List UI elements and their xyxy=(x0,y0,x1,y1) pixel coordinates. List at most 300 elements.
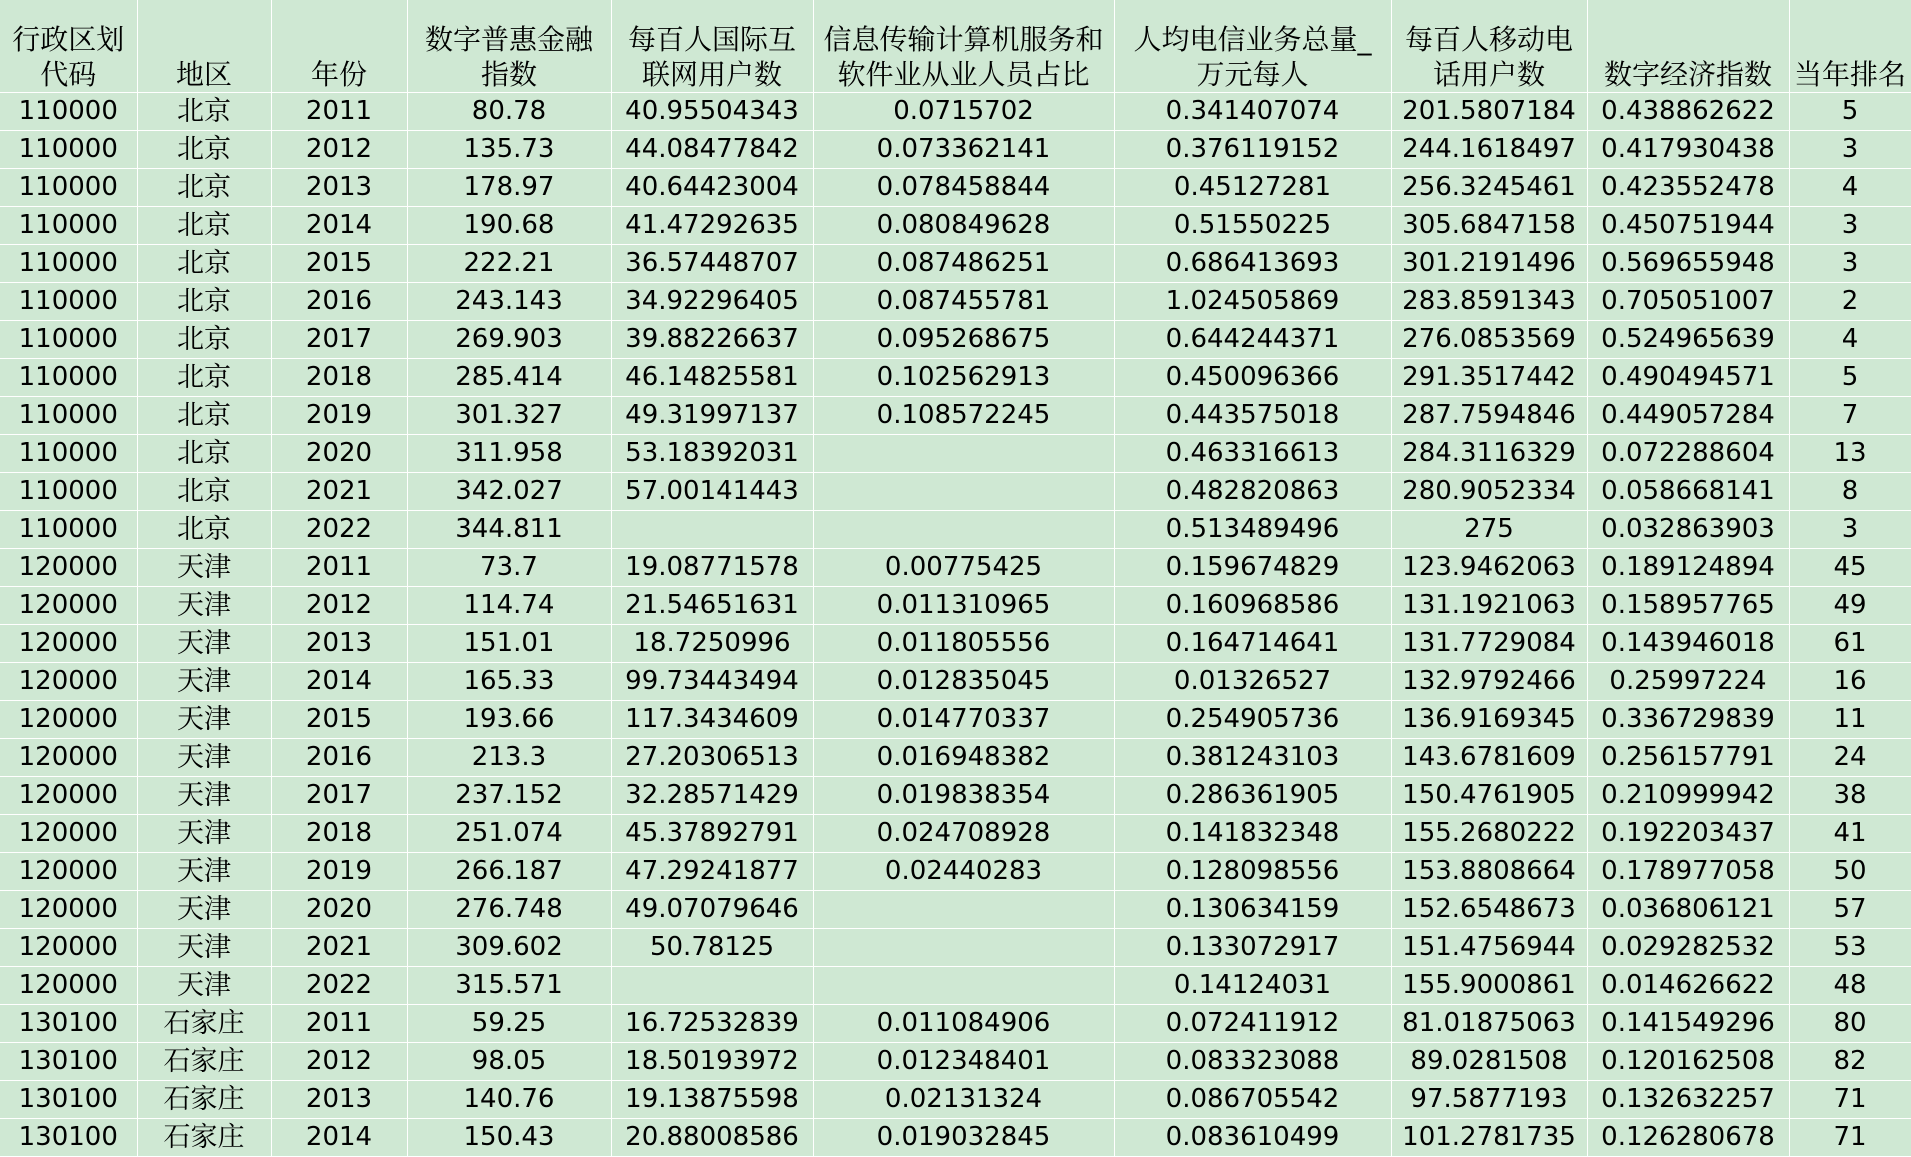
table-cell[interactable]: 北京 xyxy=(137,397,271,435)
table-cell[interactable]: 110000 xyxy=(0,321,137,359)
table-cell[interactable]: 38 xyxy=(1789,777,1911,815)
table-cell[interactable]: 0.02440283 xyxy=(813,853,1114,891)
table-row xyxy=(0,549,1911,587)
table-cell[interactable]: 120000 xyxy=(0,701,137,739)
table-cell[interactable]: 0.164714641 xyxy=(1114,625,1391,663)
table-cell[interactable]: 40.64423004 xyxy=(611,169,813,207)
table-cell[interactable]: 天津 xyxy=(137,663,271,701)
table-cell[interactable]: 155.9000861 xyxy=(1391,967,1587,1005)
table-cell[interactable]: 北京 xyxy=(137,473,271,511)
column-header-text: 话用户数 xyxy=(1432,58,1545,91)
column-header-1[interactable] xyxy=(137,0,271,93)
table-cell[interactable]: 16.72532839 xyxy=(611,1005,813,1043)
table-cell[interactable]: 4 xyxy=(1789,169,1911,207)
table-cell[interactable]: 48 xyxy=(1789,967,1911,1005)
table-cell[interactable]: 0.132632257 xyxy=(1587,1081,1789,1119)
table-cell[interactable] xyxy=(813,967,1114,1005)
table-cell[interactable]: 天津 xyxy=(137,625,271,663)
table-cell[interactable]: 天津 xyxy=(137,853,271,891)
table-cell[interactable]: 0.644244371 xyxy=(1114,321,1391,359)
table-cell[interactable]: 2021 xyxy=(271,473,407,511)
table-cell[interactable]: 44.08477842 xyxy=(611,131,813,169)
table-cell[interactable]: 280.9052334 xyxy=(1391,473,1587,511)
table-cell[interactable]: 2011 xyxy=(271,549,407,587)
table-cell[interactable]: 0.159674829 xyxy=(1114,549,1391,587)
table-cell[interactable]: 2014 xyxy=(271,207,407,245)
table-cell[interactable]: 201.5807184 xyxy=(1391,93,1587,131)
table-cell[interactable]: 0.705051007 xyxy=(1587,283,1789,321)
table-cell[interactable]: 0.011310965 xyxy=(813,587,1114,625)
table-cell[interactable]: 130100 xyxy=(0,1043,137,1081)
table-cell[interactable]: 135.73 xyxy=(407,131,611,169)
table-cell[interactable]: 291.3517442 xyxy=(1391,359,1587,397)
table-cell[interactable]: 266.187 xyxy=(407,853,611,891)
table-cell[interactable]: 110000 xyxy=(0,131,137,169)
column-header-text: 联网用户数 xyxy=(641,58,782,91)
table-cell[interactable]: 0.286361905 xyxy=(1114,777,1391,815)
table-cell[interactable]: 256.3245461 xyxy=(1391,169,1587,207)
table-cell[interactable]: 27.20306513 xyxy=(611,739,813,777)
table-cell[interactable]: 110000 xyxy=(0,473,137,511)
table-cell[interactable]: 0.178977058 xyxy=(1587,853,1789,891)
table-cell[interactable]: 0.083610499 xyxy=(1114,1119,1391,1157)
table-cell[interactable]: 0.080849628 xyxy=(813,207,1114,245)
table-cell[interactable]: 天津 xyxy=(137,701,271,739)
table-cell[interactable]: 0.02131324 xyxy=(813,1081,1114,1119)
table-cell[interactable]: 石家庄 xyxy=(137,1005,271,1043)
table-row xyxy=(0,777,1911,815)
table-cell[interactable]: 131.7729084 xyxy=(1391,625,1587,663)
table-cell[interactable]: 0.423552478 xyxy=(1587,169,1789,207)
column-header-3[interactable] xyxy=(407,0,611,93)
table-cell[interactable]: 120000 xyxy=(0,967,137,1005)
column-header-8[interactable] xyxy=(1587,0,1789,93)
table-cell[interactable]: 0.072411912 xyxy=(1114,1005,1391,1043)
table-cell[interactable]: 0.210999942 xyxy=(1587,777,1789,815)
table-cell[interactable]: 0.141549296 xyxy=(1587,1005,1789,1043)
table-cell[interactable]: 0.012348401 xyxy=(813,1043,1114,1081)
table-cell[interactable]: 110000 xyxy=(0,245,137,283)
table-cell[interactable]: 北京 xyxy=(137,169,271,207)
table-cell[interactable]: 0.014770337 xyxy=(813,701,1114,739)
column-header-text: 指数 xyxy=(480,58,537,91)
table-cell[interactable]: 110000 xyxy=(0,93,137,131)
table-cell[interactable]: 天津 xyxy=(137,929,271,967)
table-cell[interactable]: 120000 xyxy=(0,853,137,891)
table-cell[interactable]: 0.686413693 xyxy=(1114,245,1391,283)
table-cell[interactable]: 110000 xyxy=(0,359,137,397)
table-cell[interactable]: 北京 xyxy=(137,207,271,245)
table-cell[interactable]: 2013 xyxy=(271,625,407,663)
table-cell[interactable]: 2011 xyxy=(271,1005,407,1043)
table-cell[interactable]: 120000 xyxy=(0,929,137,967)
table-cell[interactable]: 0.45127281 xyxy=(1114,169,1391,207)
table-cell[interactable]: 50 xyxy=(1789,853,1911,891)
table-cell[interactable]: 0.490494571 xyxy=(1587,359,1789,397)
table-cell[interactable]: 21.54651631 xyxy=(611,587,813,625)
table-cell[interactable]: 11 xyxy=(1789,701,1911,739)
column-header-4[interactable] xyxy=(611,0,813,93)
table-cell[interactable]: 2017 xyxy=(271,321,407,359)
table-cell[interactable]: 50.78125 xyxy=(611,929,813,967)
table-cell[interactable]: 2012 xyxy=(271,131,407,169)
table-cell[interactable]: 36.57448707 xyxy=(611,245,813,283)
table-cell[interactable]: 342.027 xyxy=(407,473,611,511)
table-cell[interactable]: 5 xyxy=(1789,359,1911,397)
table-cell[interactable]: 287.7594846 xyxy=(1391,397,1587,435)
table-cell[interactable]: 110000 xyxy=(0,511,137,549)
table-cell[interactable]: 3 xyxy=(1789,511,1911,549)
table-cell[interactable]: 1.024505869 xyxy=(1114,283,1391,321)
table-cell[interactable]: 石家庄 xyxy=(137,1081,271,1119)
table-cell[interactable]: 2016 xyxy=(271,283,407,321)
table-cell[interactable]: 0.0715702 xyxy=(813,93,1114,131)
table-cell[interactable]: 46.14825581 xyxy=(611,359,813,397)
table-cell[interactable] xyxy=(813,511,1114,549)
table-cell[interactable]: 0.087486251 xyxy=(813,245,1114,283)
table-cell[interactable]: 0.019838354 xyxy=(813,777,1114,815)
table-cell[interactable]: 0.058668141 xyxy=(1587,473,1789,511)
table-cell[interactable]: 315.571 xyxy=(407,967,611,1005)
table-cell[interactable]: 0.141832348 xyxy=(1114,815,1391,853)
table-cell[interactable] xyxy=(611,511,813,549)
table-cell[interactable]: 北京 xyxy=(137,435,271,473)
table-cell[interactable]: 0.450751944 xyxy=(1587,207,1789,245)
table-cell[interactable]: 41 xyxy=(1789,815,1911,853)
table-cell[interactable]: 120000 xyxy=(0,891,137,929)
table-cell[interactable]: 309.602 xyxy=(407,929,611,967)
table-cell[interactable]: 120000 xyxy=(0,549,137,587)
table-cell[interactable]: 2019 xyxy=(271,397,407,435)
table-cell[interactable]: 0.102562913 xyxy=(813,359,1114,397)
table-cell[interactable]: 2014 xyxy=(271,663,407,701)
table-cell[interactable]: 19.13875598 xyxy=(611,1081,813,1119)
table-cell[interactable]: 45.37892791 xyxy=(611,815,813,853)
table-cell[interactable]: 0.51550225 xyxy=(1114,207,1391,245)
table-cell[interactable]: 0.011084906 xyxy=(813,1005,1114,1043)
table-cell[interactable]: 天津 xyxy=(137,777,271,815)
table-cell[interactable]: 40.95504343 xyxy=(611,93,813,131)
table-cell[interactable]: 120000 xyxy=(0,777,137,815)
table-cell[interactable]: 0.256157791 xyxy=(1587,739,1789,777)
table-cell[interactable]: 57 xyxy=(1789,891,1911,929)
table-cell[interactable]: 0.438862622 xyxy=(1587,93,1789,131)
table-cell[interactable]: 3 xyxy=(1789,131,1911,169)
table-cell[interactable]: 0.014626622 xyxy=(1587,967,1789,1005)
table-cell[interactable]: 0.513489496 xyxy=(1114,511,1391,549)
table-cell[interactable]: 59.25 xyxy=(407,1005,611,1043)
table-cell[interactable]: 2012 xyxy=(271,1043,407,1081)
table-cell[interactable]: 2020 xyxy=(271,435,407,473)
table-cell[interactable]: 0.016948382 xyxy=(813,739,1114,777)
table-cell[interactable]: 110000 xyxy=(0,169,137,207)
table-cell[interactable]: 101.2781735 xyxy=(1391,1119,1587,1157)
table-cell[interactable]: 天津 xyxy=(137,815,271,853)
table-cell[interactable]: 89.0281508 xyxy=(1391,1043,1587,1081)
table-cell[interactable]: 110000 xyxy=(0,283,137,321)
table-cell[interactable]: 0.450096366 xyxy=(1114,359,1391,397)
table-cell[interactable]: 0.336729839 xyxy=(1587,701,1789,739)
table-cell[interactable]: 0.482820863 xyxy=(1114,473,1391,511)
table-cell[interactable] xyxy=(813,473,1114,511)
table-cell[interactable]: 49.31997137 xyxy=(611,397,813,435)
table-cell[interactable]: 2018 xyxy=(271,359,407,397)
table-cell[interactable]: 136.9169345 xyxy=(1391,701,1587,739)
table-cell[interactable]: 0.158957765 xyxy=(1587,587,1789,625)
table-cell[interactable]: 0.087455781 xyxy=(813,283,1114,321)
table-cell[interactable]: 120000 xyxy=(0,625,137,663)
table-cell[interactable]: 0.01326527 xyxy=(1114,663,1391,701)
table-cell[interactable]: 0.192203437 xyxy=(1587,815,1789,853)
table-cell[interactable]: 32.28571429 xyxy=(611,777,813,815)
table-cell[interactable]: 7 xyxy=(1789,397,1911,435)
table-cell[interactable]: 114.74 xyxy=(407,587,611,625)
table-cell[interactable]: 130100 xyxy=(0,1119,137,1157)
table-cell[interactable]: 18.7250996 xyxy=(611,625,813,663)
table-cell[interactable]: 2013 xyxy=(271,169,407,207)
table-cell[interactable]: 301.327 xyxy=(407,397,611,435)
table-cell[interactable] xyxy=(813,929,1114,967)
table-cell[interactable]: 152.6548673 xyxy=(1391,891,1587,929)
table-cell[interactable]: 47.29241877 xyxy=(611,853,813,891)
table-cell[interactable]: 143.6781609 xyxy=(1391,739,1587,777)
table-cell[interactable]: 北京 xyxy=(137,321,271,359)
table-cell[interactable]: 2013 xyxy=(271,1081,407,1119)
table-cell[interactable]: 0.14124031 xyxy=(1114,967,1391,1005)
table-cell[interactable]: 石家庄 xyxy=(137,1043,271,1081)
table-cell[interactable]: 120000 xyxy=(0,815,137,853)
table-cell[interactable]: 222.21 xyxy=(407,245,611,283)
table-cell[interactable]: 80 xyxy=(1789,1005,1911,1043)
table-cell[interactable]: 110000 xyxy=(0,435,137,473)
table-cell[interactable]: 2015 xyxy=(271,245,407,283)
table-cell[interactable]: 34.92296405 xyxy=(611,283,813,321)
table-row xyxy=(0,815,1911,853)
table-cell[interactable]: 0.036806121 xyxy=(1587,891,1789,929)
table-cell[interactable]: 2015 xyxy=(271,701,407,739)
table-cell[interactable]: 193.66 xyxy=(407,701,611,739)
table-cell[interactable]: 53.18392031 xyxy=(611,435,813,473)
table-cell[interactable]: 120000 xyxy=(0,663,137,701)
table-cell[interactable]: 117.3434609 xyxy=(611,701,813,739)
table-cell[interactable]: 0.011805556 xyxy=(813,625,1114,663)
table-cell[interactable]: 275 xyxy=(1391,511,1587,549)
table-cell[interactable]: 天津 xyxy=(137,739,271,777)
table-cell[interactable]: 81.01875063 xyxy=(1391,1005,1587,1043)
table-cell[interactable]: 19.08771578 xyxy=(611,549,813,587)
table-cell[interactable]: 0.120162508 xyxy=(1587,1043,1789,1081)
column-header-6[interactable] xyxy=(1114,0,1391,93)
table-cell[interactable]: 49.07079646 xyxy=(611,891,813,929)
table-cell[interactable]: 153.8808664 xyxy=(1391,853,1587,891)
table-cell[interactable]: 0.443575018 xyxy=(1114,397,1391,435)
table-cell[interactable]: 140.76 xyxy=(407,1081,611,1119)
table-cell[interactable]: 0.160968586 xyxy=(1114,587,1391,625)
table-cell[interactable]: 0.25997224 xyxy=(1587,663,1789,701)
table-cell[interactable]: 0.072288604 xyxy=(1587,435,1789,473)
table-cell[interactable]: 82 xyxy=(1789,1043,1911,1081)
table-cell[interactable]: 276.748 xyxy=(407,891,611,929)
table-cell[interactable]: 北京 xyxy=(137,245,271,283)
table-cell[interactable]: 0.108572245 xyxy=(813,397,1114,435)
table-cell[interactable]: 2014 xyxy=(271,1119,407,1157)
table-cell[interactable]: 269.903 xyxy=(407,321,611,359)
table-cell[interactable]: 213.3 xyxy=(407,739,611,777)
table-cell[interactable]: 8 xyxy=(1789,473,1911,511)
table-cell[interactable]: 110000 xyxy=(0,207,137,245)
column-header-7[interactable] xyxy=(1391,0,1587,93)
table-cell[interactable]: 0.073362141 xyxy=(813,131,1114,169)
table-cell[interactable]: 2011 xyxy=(271,93,407,131)
table-cell[interactable]: 石家庄 xyxy=(137,1119,271,1157)
table-cell[interactable]: 0.086705542 xyxy=(1114,1081,1391,1119)
table-cell[interactable] xyxy=(813,891,1114,929)
table-cell[interactable]: 190.68 xyxy=(407,207,611,245)
table-cell[interactable]: 2022 xyxy=(271,511,407,549)
table-cell[interactable]: 0.078458844 xyxy=(813,169,1114,207)
table-cell[interactable]: 0.083323088 xyxy=(1114,1043,1391,1081)
table-cell[interactable]: 0.143946018 xyxy=(1587,625,1789,663)
table-cell[interactable]: 0.130634159 xyxy=(1114,891,1391,929)
table-cell[interactable]: 24 xyxy=(1789,739,1911,777)
table-cell[interactable]: 0.133072917 xyxy=(1114,929,1391,967)
table-cell[interactable]: 57.00141443 xyxy=(611,473,813,511)
table-cell[interactable]: 北京 xyxy=(137,283,271,321)
table-cell[interactable]: 178.97 xyxy=(407,169,611,207)
table-cell[interactable]: 130100 xyxy=(0,1005,137,1043)
table-cell[interactable]: 3 xyxy=(1789,245,1911,283)
table-cell[interactable]: 120000 xyxy=(0,739,137,777)
table-cell[interactable]: 99.73443494 xyxy=(611,663,813,701)
table-cell[interactable]: 80.78 xyxy=(407,93,611,131)
table-cell[interactable]: 305.6847158 xyxy=(1391,207,1587,245)
table-cell[interactable]: 45 xyxy=(1789,549,1911,587)
table-cell[interactable]: 18.50193972 xyxy=(611,1043,813,1081)
table-cell[interactable]: 285.414 xyxy=(407,359,611,397)
table-cell[interactable]: 0.032863903 xyxy=(1587,511,1789,549)
table-cell[interactable]: 311.958 xyxy=(407,435,611,473)
column-header-2[interactable] xyxy=(271,0,407,93)
table-cell[interactable]: 5 xyxy=(1789,93,1911,131)
table-cell[interactable]: 0.524965639 xyxy=(1587,321,1789,359)
table-cell[interactable]: 2017 xyxy=(271,777,407,815)
table-cell[interactable]: 20.88008586 xyxy=(611,1119,813,1157)
table-cell[interactable]: 0.012835045 xyxy=(813,663,1114,701)
table-cell[interactable]: 0.381243103 xyxy=(1114,739,1391,777)
table-cell[interactable]: 53 xyxy=(1789,929,1911,967)
table-cell[interactable]: 2019 xyxy=(271,853,407,891)
table-cell[interactable]: 97.5877193 xyxy=(1391,1081,1587,1119)
table-cell[interactable]: 251.074 xyxy=(407,815,611,853)
table-cell[interactable]: 0.449057284 xyxy=(1587,397,1789,435)
table-cell[interactable]: 39.88226637 xyxy=(611,321,813,359)
table-cell[interactable]: 天津 xyxy=(137,967,271,1005)
table-cell[interactable]: 98.05 xyxy=(407,1043,611,1081)
table-cell[interactable] xyxy=(611,967,813,1005)
table-cell[interactable]: 0.095268675 xyxy=(813,321,1114,359)
table-cell[interactable]: 237.152 xyxy=(407,777,611,815)
table-cell[interactable]: 0.128098556 xyxy=(1114,853,1391,891)
table-row xyxy=(0,587,1911,625)
table-cell[interactable]: 2016 xyxy=(271,739,407,777)
table-cell[interactable]: 151.4756944 xyxy=(1391,929,1587,967)
table-cell[interactable]: 243.143 xyxy=(407,283,611,321)
table-cell[interactable]: 71 xyxy=(1789,1081,1911,1119)
table-cell[interactable]: 0.254905736 xyxy=(1114,701,1391,739)
table-cell[interactable]: 2018 xyxy=(271,815,407,853)
table-cell[interactable]: 2021 xyxy=(271,929,407,967)
table-cell[interactable]: 151.01 xyxy=(407,625,611,663)
table-cell[interactable]: 49 xyxy=(1789,587,1911,625)
column-header-text: 代码 xyxy=(40,58,97,91)
table-cell[interactable]: 0.341407074 xyxy=(1114,93,1391,131)
table-cell[interactable]: 155.2680222 xyxy=(1391,815,1587,853)
table-cell[interactable]: 16 xyxy=(1789,663,1911,701)
table-cell[interactable]: 61 xyxy=(1789,625,1911,663)
table-cell[interactable]: 北京 xyxy=(137,131,271,169)
table-cell[interactable]: 3 xyxy=(1789,207,1911,245)
table-cell[interactable]: 13 xyxy=(1789,435,1911,473)
table-cell[interactable]: 244.1618497 xyxy=(1391,131,1587,169)
table-cell[interactable]: 0.463316613 xyxy=(1114,435,1391,473)
table-cell[interactable]: 301.2191496 xyxy=(1391,245,1587,283)
table-cell[interactable]: 123.9462063 xyxy=(1391,549,1587,587)
table-cell[interactable]: 0.189124894 xyxy=(1587,549,1789,587)
table-cell[interactable]: 2020 xyxy=(271,891,407,929)
column-header-text: 人均电信业务总量_ xyxy=(1133,23,1372,56)
table-cell[interactable]: 132.9792466 xyxy=(1391,663,1587,701)
table-cell[interactable] xyxy=(813,435,1114,473)
table-cell[interactable]: 165.33 xyxy=(407,663,611,701)
table-cell[interactable]: 0.019032845 xyxy=(813,1119,1114,1157)
table-cell[interactable]: 284.3116329 xyxy=(1391,435,1587,473)
table-cell[interactable]: 北京 xyxy=(137,93,271,131)
table-cell[interactable]: 41.47292635 xyxy=(611,207,813,245)
table-cell[interactable]: 0.569655948 xyxy=(1587,245,1789,283)
table-cell[interactable]: 0.126280678 xyxy=(1587,1119,1789,1157)
table-cell[interactable]: 2012 xyxy=(271,587,407,625)
table-cell[interactable]: 2 xyxy=(1789,283,1911,321)
table-cell[interactable]: 73.7 xyxy=(407,549,611,587)
table-cell[interactable]: 131.1921063 xyxy=(1391,587,1587,625)
table-cell[interactable]: 0.376119152 xyxy=(1114,131,1391,169)
table-cell[interactable]: 130100 xyxy=(0,1081,137,1119)
table-row xyxy=(0,625,1911,663)
table-cell[interactable]: 北京 xyxy=(137,511,271,549)
table-cell[interactable]: 120000 xyxy=(0,587,137,625)
table-cell[interactable]: 4 xyxy=(1789,321,1911,359)
table-cell[interactable]: 276.0853569 xyxy=(1391,321,1587,359)
table-cell[interactable]: 天津 xyxy=(137,587,271,625)
table-cell[interactable]: 天津 xyxy=(137,549,271,587)
table-cell[interactable]: 北京 xyxy=(137,359,271,397)
table-cell[interactable]: 283.8591343 xyxy=(1391,283,1587,321)
table-cell[interactable]: 150.4761905 xyxy=(1391,777,1587,815)
table-cell[interactable]: 0.00775425 xyxy=(813,549,1114,587)
table-cell[interactable]: 344.811 xyxy=(407,511,611,549)
column-header-9[interactable] xyxy=(1789,0,1911,93)
table-cell[interactable]: 0.417930438 xyxy=(1587,131,1789,169)
table-cell[interactable]: 71 xyxy=(1789,1119,1911,1157)
table-cell[interactable]: 110000 xyxy=(0,397,137,435)
table-cell[interactable]: 天津 xyxy=(137,891,271,929)
table-cell[interactable]: 2022 xyxy=(271,967,407,1005)
table-cell[interactable]: 0.029282532 xyxy=(1587,929,1789,967)
column-header-0[interactable] xyxy=(0,0,137,93)
table-cell[interactable]: 0.024708928 xyxy=(813,815,1114,853)
column-header-5[interactable] xyxy=(813,0,1114,93)
table-cell[interactable]: 150.43 xyxy=(407,1119,611,1157)
